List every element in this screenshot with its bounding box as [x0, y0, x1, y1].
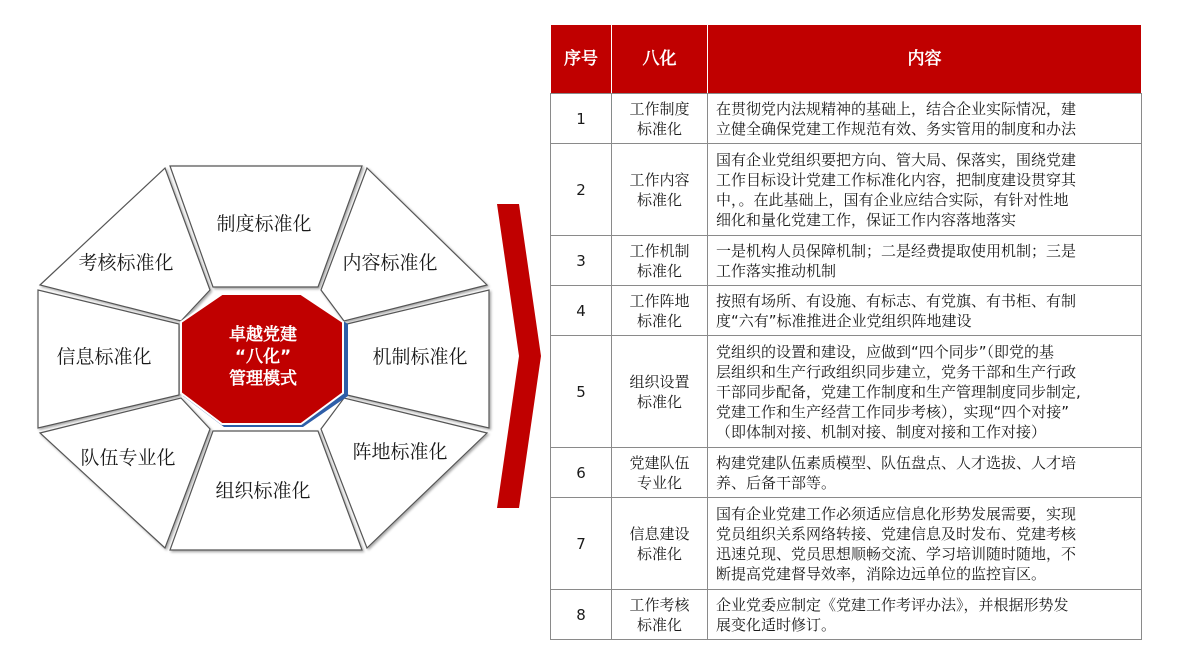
row-name-line: 标准化 [636, 615, 682, 634]
row-name-line: 组织设置 [629, 372, 690, 391]
table-row [551, 286, 1142, 336]
center-title [193, 324, 333, 390]
row-name-line: 标准化 [636, 311, 682, 330]
row-name-line: 标准化 [636, 544, 682, 563]
row-name-line: 信息建设 [629, 524, 690, 543]
segment-label-right: 机制标准化 [372, 346, 468, 368]
row-number: 4 [551, 286, 612, 336]
row-name [612, 498, 708, 590]
row-description-line: 工作目标设计党建工作标准化内容，把制度建设贯穿其 [716, 170, 1077, 189]
row-description-line: 工作落实推动机制 [716, 261, 837, 280]
row-description-line: 构建党建队伍素质模型、队伍盘点、人才选拔、人才培 [716, 453, 1077, 472]
center-title-line-1: 卓越党建 [229, 325, 297, 345]
row-description-line: 党员组织关系网络转接、党建信息及时发布、党建考核 [716, 524, 1077, 543]
row-name-line: 工作内容 [629, 170, 690, 189]
header-name: 八化 [612, 25, 708, 94]
row-description-line: 在贯彻党内法规精神的基础上，结合企业实际情况，建 [716, 99, 1077, 118]
row-name [612, 94, 708, 144]
header-desc: 内容 [708, 25, 1142, 94]
segment-label-lower-right: 阵地标准化 [352, 441, 448, 463]
row-name [612, 236, 708, 286]
row-description [708, 498, 1142, 590]
row-name-line: 工作制度 [629, 99, 690, 118]
row-description-line: 中，。在此基础上，国有企业应结合实际，有针对性地 [716, 190, 1069, 209]
row-description-line: 细化和量化党建工作，保证工作内容落地落实 [716, 210, 1017, 229]
center-title-line-3: 管理模式 [229, 369, 297, 389]
row-name-line: 工作机制 [629, 241, 690, 260]
row-description-line: 断提高党建督导效率，消除边远单位的监控盲区。 [716, 564, 1047, 583]
row-name-line: 标准化 [636, 190, 682, 209]
chevron-arrow-icon [495, 200, 543, 512]
row-description-line: 养、后备干部等。 [716, 473, 837, 492]
row-description-line: 国有企业党建工作必须适应信息化形势发展需要，实现 [716, 504, 1077, 523]
row-number: 3 [551, 236, 612, 286]
row-name-line: 党建队伍 [629, 453, 690, 472]
row-number: 6 [551, 448, 612, 498]
segment-label-upper-left: 考核标准化 [78, 252, 174, 274]
row-description-line: 迅速兑现、党员思想顺畅交流、学习培训随时随地，不 [716, 544, 1077, 563]
segment-label-bottom: 组织标准化 [215, 480, 311, 502]
row-description [708, 286, 1142, 336]
center-title-line-2: “八化” [234, 347, 292, 367]
segment-label-top: 制度标准化 [216, 213, 312, 235]
standardization-table [550, 24, 1141, 640]
row-description-line: 按照有场所、有设施、有标志、有党旗、有书柜、有制 [716, 291, 1077, 310]
row-description [708, 336, 1142, 448]
row-name-line: 工作阵地 [629, 291, 690, 310]
segment-label-lower-left: 队伍专业化 [80, 447, 176, 469]
row-name [612, 590, 708, 640]
row-description [708, 236, 1142, 286]
row-number: 7 [551, 498, 612, 590]
row-description-line: 立健全确保党建工作规范有效、务实管用的制度和办法 [716, 119, 1077, 138]
row-description-line: 国有企业党组织要把方向、管大局、保落实，围绕党建 [716, 150, 1077, 169]
row-name-line: 标准化 [636, 119, 682, 138]
row-number: 5 [551, 336, 612, 448]
row-number: 2 [551, 144, 612, 236]
row-name-line: 专业化 [636, 473, 682, 492]
table-row [551, 94, 1142, 144]
row-number: 1 [551, 94, 612, 144]
row-description [708, 94, 1142, 144]
row-description-line: 企业党委应制定《党建工作考评办法》，并根据形势发 [716, 595, 1069, 614]
row-name [612, 336, 708, 448]
row-name-line: 工作考核 [629, 595, 690, 614]
row-description-line: 党建工作和生产经营工作同步考核），实现“四个对接” [716, 402, 1070, 421]
row-description-line: （即体制对接、机制对接、制度对接和工作对接） [716, 422, 1047, 441]
row-description [708, 448, 1142, 498]
row-description-line: 党组织的设置和建设，应做到“四个同步”（即党的基 [716, 342, 1055, 361]
row-description-line: 层组织和生产行政组织同步建立，党务干部和生产行政 [716, 362, 1077, 381]
row-name-line: 标准化 [636, 392, 682, 411]
segment-label-left: 信息标准化 [56, 346, 152, 368]
segment-label-upper-right: 内容标准化 [342, 252, 438, 274]
row-name [612, 144, 708, 236]
row-name [612, 448, 708, 498]
table-row [551, 498, 1142, 590]
eight-standardization-diagram [0, 0, 545, 664]
row-description-line: 干部同步配备，党建工作制度和生产管理制度同步制定, [716, 382, 1081, 401]
table-row [551, 236, 1142, 286]
table-header-row [551, 25, 1142, 94]
row-name [612, 286, 708, 336]
row-description-line: 度“六有”标准推进企业党组织阵地建设 [716, 311, 972, 330]
row-name-line: 标准化 [636, 261, 682, 280]
header-num: 序号 [551, 25, 612, 94]
table-row [551, 590, 1142, 640]
row-description-line: 一是机构人员保障机制；二是经费提取使用机制；三是 [716, 241, 1077, 260]
row-description [708, 144, 1142, 236]
row-number: 8 [551, 590, 612, 640]
table-row [551, 336, 1142, 448]
row-description-line: 展变化适时修订。 [716, 615, 837, 634]
table-row [551, 448, 1142, 498]
row-description [708, 590, 1142, 640]
table-row [551, 144, 1142, 236]
